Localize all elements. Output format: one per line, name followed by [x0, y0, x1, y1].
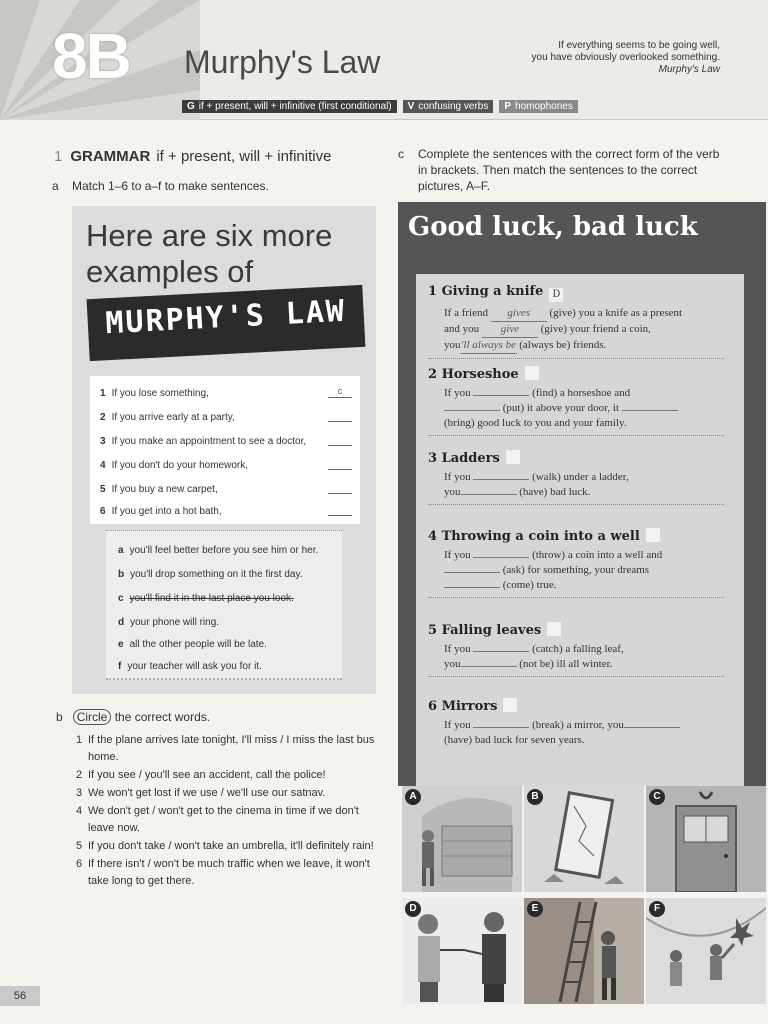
picture-answer-box[interactable]	[503, 698, 517, 712]
list-item: 4 If you don't do your homework,	[100, 460, 248, 471]
superstition-list	[416, 274, 744, 786]
superstition-heading: 5 Falling leaves	[428, 622, 736, 638]
murphys-law-box	[72, 206, 376, 694]
picture-label: D	[405, 901, 421, 917]
verb-blank[interactable]	[473, 727, 529, 728]
answer-blank[interactable]	[328, 434, 352, 446]
list-item: 2 If you arrive early at a party,	[100, 412, 235, 423]
door-illustration	[646, 786, 766, 892]
exercise-b-instruction: b Circle the correct words.	[56, 710, 211, 724]
list-item: f your teacher will ask you for it.	[118, 661, 262, 672]
list-item: 5 If you buy a new carpet,	[100, 484, 218, 495]
exercise-b-list	[76, 732, 376, 891]
unit-number: 8B	[52, 20, 130, 92]
results-list	[106, 530, 342, 680]
exercise-a-instruction: a Match 1–6 to a–f to make sentences.	[52, 179, 269, 193]
quote-author: Murphy's Law	[658, 64, 720, 75]
picture-label: A	[405, 789, 421, 805]
divider	[428, 504, 724, 505]
list-item: a you'll feel better before you see him or her.	[118, 545, 319, 556]
tag-grammar: G if + present, will + infinitive (first conditional)	[182, 100, 397, 113]
list-item[interactable]: 1 If the plane arrives late tonight, I'll miss / I miss the last bus home.	[76, 734, 375, 763]
divider	[428, 358, 724, 359]
list-item: 6 If you get into a hot bath,	[100, 506, 222, 517]
verb-blank[interactable]: 'll always be	[461, 338, 517, 354]
verb-blank[interactable]	[444, 587, 500, 588]
superstition-text: If you (walk) under a ladder, you (have) bad luck.	[444, 471, 629, 498]
superstition-text: If you (break) a mirror, you (have) bad luck for seven years.	[444, 718, 736, 748]
verb-blank[interactable]	[473, 557, 529, 558]
picture-e[interactable]	[524, 898, 644, 1004]
superstition-item	[428, 528, 736, 598]
picture-answer-box[interactable]	[525, 366, 539, 380]
verb-blank[interactable]	[624, 727, 680, 728]
superstition-text: If a friend gives (give) you a knife as a present and you give (give) your friend a coin, you'll always be (always be) friends.	[444, 306, 736, 354]
picture-label: E	[527, 901, 543, 917]
superstition-heading: 2 Horseshoe	[428, 366, 736, 382]
answer-blank[interactable]	[328, 504, 352, 516]
answer-blank[interactable]	[328, 458, 352, 470]
superstition-heading: 6 Mirrors	[428, 698, 736, 714]
lesson-tags	[182, 100, 578, 113]
list-item: 3 If you make an appointment to see a doctor,	[100, 436, 307, 447]
verb-blank[interactable]	[473, 395, 529, 396]
tag-vocabulary: V confusing verbs	[403, 100, 494, 113]
section-heading: 1 GRAMMAR if + present, will + infinitive	[54, 148, 332, 165]
verb-blank[interactable]	[444, 572, 500, 573]
picture-answer-box[interactable]: D	[549, 288, 563, 302]
picture-d[interactable]	[402, 898, 522, 1004]
conditions-list	[90, 376, 360, 524]
superstition-item	[428, 622, 736, 677]
list-item[interactable]: 6 If there isn't / won't be much traffic when we leave, it won't take long to get there.	[76, 858, 370, 887]
superstition-text: If you (catch) a falling leaf, you (not be) ill all winter.	[444, 643, 624, 670]
superstition-heading: 3 Ladders	[428, 450, 736, 466]
list-item: b you'll drop something on it the first day.	[118, 569, 303, 580]
knife-gift-illustration	[402, 898, 522, 1004]
picture-answer-box[interactable]	[547, 622, 561, 636]
box-title: Here are six more examples of	[86, 218, 333, 289]
murphys-law-logo: MURPHY'S LAW	[87, 285, 366, 361]
answer-blank[interactable]	[328, 482, 352, 494]
superstition-text: If you (find) a horseshoe and (put) it above your door, it (bring) good luck to you and your family.	[444, 386, 736, 431]
picture-answer-box[interactable]	[646, 528, 660, 542]
verb-blank[interactable]	[461, 494, 517, 495]
ladder-illustration	[524, 898, 644, 1004]
unit-title: Murphy's Law	[184, 44, 381, 80]
answer-blank[interactable]	[328, 410, 352, 422]
picture-answer-box[interactable]	[506, 450, 520, 464]
verb-blank[interactable]	[461, 666, 517, 667]
list-item: d your phone will ring.	[118, 617, 220, 628]
falling-leaves-illustration	[646, 898, 766, 1004]
picture-c[interactable]	[646, 786, 766, 892]
list-item: c you'll find it in the last place you look.	[118, 593, 294, 604]
superstition-item	[428, 450, 736, 505]
list-item[interactable]: 5 If you don't take / won't take an umbrella, it'll definitely rain!	[76, 840, 374, 852]
picture-grid	[402, 786, 766, 1008]
picture-a[interactable]	[402, 786, 522, 892]
picture-b[interactable]	[524, 786, 644, 892]
list-item[interactable]: 3 We won't get lost if we use / we'll use our satnav.	[76, 787, 326, 799]
superstition-item	[428, 698, 736, 748]
picture-label: F	[649, 901, 665, 917]
verb-blank[interactable]	[473, 651, 529, 652]
picture-label: C	[649, 789, 665, 805]
superstition-text: If you (throw) a coin into a well and (ask) for something, your dreams (come) true.	[444, 549, 663, 591]
exercise-c-instruction: c Complete the sentences with the correct form of the verb in brackets. Then match the sentences to the correct pictures, A–F.	[398, 147, 720, 193]
good-luck-bad-luck-panel	[398, 202, 766, 786]
list-item[interactable]: 2 If you see / you'll see an accident, call the police!	[76, 769, 326, 781]
panel-title: Good luck, bad luck	[408, 212, 698, 242]
picture-f[interactable]	[646, 898, 766, 1004]
divider	[428, 597, 724, 598]
picture-label: B	[527, 789, 543, 805]
tag-pronunciation: P homophones	[499, 100, 578, 113]
verb-blank[interactable]	[444, 410, 500, 411]
mirror-illustration	[524, 786, 644, 892]
superstition-item	[428, 284, 736, 359]
page-number: 56	[0, 986, 40, 1006]
list-item[interactable]: 4 We don't get / won't get to the cinema in time if we don't leave now.	[76, 805, 359, 834]
list-item: 1 If you lose something,	[100, 388, 209, 399]
verb-blank[interactable]	[622, 410, 678, 411]
verb-blank[interactable]: give	[482, 322, 538, 338]
superstition-item	[428, 366, 736, 436]
epigraph-quote: If everything seems to be going well, you have obviously overlooked something. Murphy's Law	[480, 40, 720, 76]
divider	[428, 676, 724, 677]
unit-header	[0, 0, 768, 120]
list-item: e all the other people will be late.	[118, 639, 267, 650]
well-illustration	[402, 786, 522, 892]
divider	[428, 435, 724, 436]
verb-blank[interactable]: gives	[491, 306, 547, 322]
superstition-heading: 4 Throwing a coin into a well	[428, 528, 736, 544]
verb-blank[interactable]	[473, 479, 529, 480]
answer-blank[interactable]: c	[328, 386, 352, 398]
superstition-heading: 1 Giving a knife D	[428, 284, 736, 302]
